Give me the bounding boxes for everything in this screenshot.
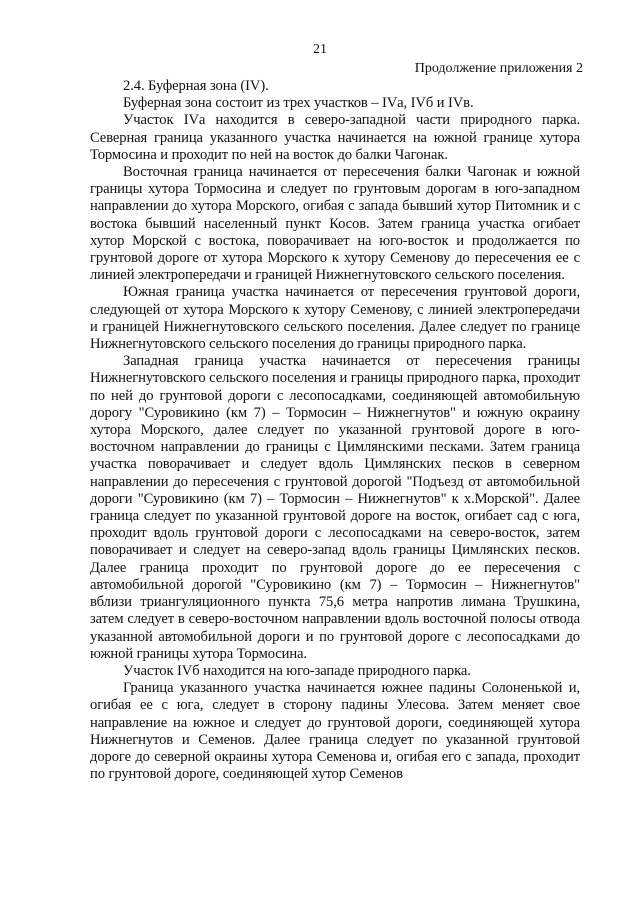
- page-number: 21: [313, 42, 327, 57]
- paragraph: Буферная зона состоит из трех участков – IVа, IVб и IVв.: [123, 95, 474, 112]
- section-heading: 2.4. Буферная зона (IV).: [123, 78, 269, 94]
- paragraph: Восточная граница начинается от пересечения балки Чагонак и южной границы хутора Тормосина и следует по грунтовым дорогам в юго-западном направлении до хутора Морского, огибая с запада бывший хутор Питомник и с востока бывший населенный пункт Косов. Затем граница участка огибает хутор Морской с востока, поворачивает на юго-восток и продолжается по грунтовой дороге от хутора Морского к хутору Семенову до пересечения ее с линией электропередачи и границей Нижнегнутовского сельского поселения.: [90, 164, 580, 284]
- running-header: Продолжение приложения 2: [414, 61, 583, 76]
- body-text: [90, 78, 580, 783]
- paragraph: Участок IVа находится в северо-западной части природного парка. Северная граница указанного участка начинается на южной границе хутора Тормосина и проходит по ней на восток до балки Чагонак.: [90, 112, 580, 163]
- paragraph: Граница указанного участка начинается южнее падины Солоненькой и, огибая ее с юга, следует в сторону падины Улесова. Затем меняет свое направление на южное и следует до грунтовой дороги, соединяющей хутора Нижнегнутов и Семенов. Далее граница следует по указанной грунтовой дороге до северной окраины хутора Семенова и, огибая его с запада, проходит по грунтовой дороге, соединяющей хутор Семенов: [90, 680, 580, 783]
- paragraph: Южная граница участка начинается от пересечения грунтовой дороги, следующей от хутора Морского к хутору Семенову, с линией электропередачи и границей Нижнегнутовского сельского поселения. Далее следует по границе Нижнегнутовского сельского поселения до границы природного парка.: [90, 284, 580, 353]
- paragraph: Западная граница участка начинается от пересечения границы Нижнегнутовского сельского поселения и границы природного парка, проходит по ней до грунтовой дороги с лесопосадками, соединяющей автомобильную дорогу "Суровикино (км 7) – Тормосин – Нижнегнутов" и южную окраину хутора Морского, далее следует по указанной грунтовой дороге в юго-восточном направлении до границы с Цимлянскими песками. Затем граница участка поворачивает и следует вдоль Цимлянских песков в северном направлении до пересечения с грунтовой дорогой "Подъезд от автомобильной дороги "Суровикино (км 7) – Тормосин – Нижнегнутов" к х.Морской". Далее граница следует по указанной грунтовой дороге на восток, огибает сад с юга, проходит вдоль грунтовой дороги с лесопосадками на северо-восток, затем поворачивает и следует на северо-запад вдоль границы Цимлянских песков. Далее граница проходит по грунтовой дороге до ее пересечения с автомобильной дорогой "Суровикино (км 7) – Тормосин – Нижнегнутов" вблизи триангуляционного пункта 75,6 метра напротив лимана Трушкина, затем следует в северо-восточном направлении вдоль восточной полосы отвода указанной автомобильной дороги и по грунтовой дороге с лесопосадками до южной границы хутора Тормосина.: [90, 353, 580, 662]
- paragraph: Участок IVб находится на юго-западе природного парка.: [123, 662, 471, 679]
